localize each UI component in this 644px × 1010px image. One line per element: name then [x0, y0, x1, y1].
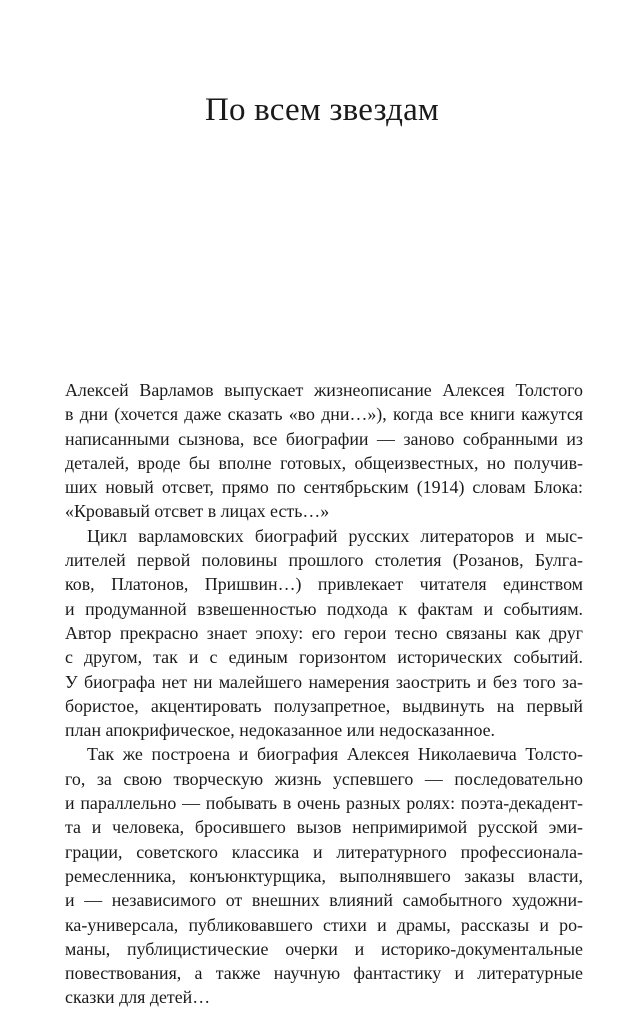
text-line: та и человека, бросившего вызов непримиримой русской эми- — [65, 817, 583, 838]
text-line: ших новый отсвет, прямо по сентябрьским (1914) словам Блока: — [65, 477, 583, 498]
text-line: ка-универсала, публиковавшего стихи и драмы, рассказы и ро- — [65, 914, 583, 935]
text-line: сказки для детей… — [65, 987, 211, 1008]
text-line: грации, советского классика и литературного профессионала- — [65, 841, 583, 862]
text-line: ремесленника, конъюнктурщика, выполнявшего заказы власти, — [65, 865, 583, 886]
text-line: в дни (хочется даже сказать «во дни…»), когда все книги кажутся — [65, 404, 583, 425]
text-line: У биографа нет ни малейшего намерения заострить и без того за- — [65, 671, 583, 692]
paragraph — [65, 524, 583, 743]
text-line: бористое, акцентировать полузапретное, выдвинуть на первый — [65, 695, 583, 716]
text-line: «Кровавый отсвет в лицах есть…» — [65, 501, 330, 522]
text-line: го, за свою творческую жизнь успевшего — последовательно — [65, 768, 583, 789]
paragraph — [65, 742, 583, 1009]
text-line: Так же построена и биография Алексея Николаевича Толсто- — [87, 744, 583, 765]
text-line: с другом, так и с единым горизонтом исторических событий. — [65, 647, 583, 668]
text-line: Алексей Варламов выпускает жизнеописание Алексея Толстого — [65, 380, 583, 400]
text-line: лителей первой половины прошлого столетия (Розанов, Булга- — [65, 550, 583, 571]
text-line: Автор прекрасно знает эпоху: его герои тесно связаны как друг — [65, 622, 583, 643]
text-line: и параллельно — побывать в очень разных ролях: поэта-декадент- — [65, 793, 583, 814]
chapter-title: По всем звездам — [204, 92, 440, 128]
text-line: деталей, вроде бы вполне готовых, общеизвестных, но получив- — [65, 452, 583, 473]
text-line: Цикл варламовских биографий русских литераторов и мыс- — [87, 525, 583, 546]
text-line: и продуманной взвешенностью подхода к фактам и событиям. — [65, 598, 583, 619]
text-line: маны, публицистические очерки и историко-документальные — [65, 938, 583, 959]
text-line: написанными сызнова, все биографии — заново собранными из — [65, 428, 583, 449]
body-text — [65, 378, 583, 1010]
text-line: план апокрифическое, недоказанное или недосказанное. — [65, 720, 496, 741]
paragraph — [65, 378, 583, 524]
text-line: и — независимого от внешних влияний самобытного художни- — [65, 890, 583, 911]
text-line: повествования, а также научную фантастику и литературные — [65, 963, 583, 984]
text-line: ков, Платонов, Пришвин…) привлекает читателя единством — [65, 574, 583, 595]
